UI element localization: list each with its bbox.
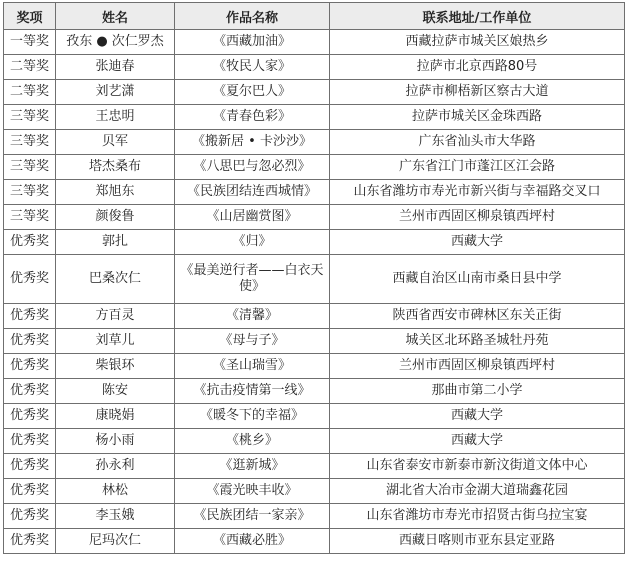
- award-cell: 优秀奖: [4, 230, 56, 255]
- award-cell: 优秀奖: [4, 454, 56, 479]
- award-cell: 二等奖: [4, 80, 56, 105]
- work-title-cell: 《母与子》: [175, 329, 330, 354]
- awards-table: [3, 2, 625, 554]
- work-title-cell: 《八思巴与忽必烈》: [175, 155, 330, 180]
- table-row: [4, 55, 625, 80]
- table-row: [4, 205, 625, 230]
- work-title-cell: 《民族团结一家亲》: [175, 504, 330, 529]
- work-title-cell: 《清馨》: [175, 304, 330, 329]
- table-row: [4, 479, 625, 504]
- award-cell: 三等奖: [4, 180, 56, 205]
- name-cell: 刘艺潇: [56, 80, 175, 105]
- address-cell: 西藏自治区山南市桑日县中学: [330, 255, 625, 304]
- name-cell: 李玉娥: [56, 504, 175, 529]
- address-cell: 湖北省大冶市金湖大道瑞鑫花园: [330, 479, 625, 504]
- award-cell: 优秀奖: [4, 255, 56, 304]
- award-cell: 优秀奖: [4, 479, 56, 504]
- table-row: [4, 354, 625, 379]
- address-cell: 山东省潍坊市寿光市招贤古街乌拉宝宴: [330, 504, 625, 529]
- award-cell: 优秀奖: [4, 329, 56, 354]
- table-row: [4, 529, 625, 554]
- name-cell: 康晓娟: [56, 404, 175, 429]
- name-cell: 林松: [56, 479, 175, 504]
- header-work-title: 作品名称: [175, 3, 330, 30]
- name-cell: 孜东 ● 次仁罗杰: [56, 30, 175, 55]
- award-cell: 优秀奖: [4, 404, 56, 429]
- award-cell: 优秀奖: [4, 379, 56, 404]
- table-row: [4, 304, 625, 329]
- table-row: [4, 180, 625, 205]
- award-cell: 优秀奖: [4, 529, 56, 554]
- work-title-cell: 《山居幽赏图》: [175, 205, 330, 230]
- work-title-cell: 《逛新城》: [175, 454, 330, 479]
- address-cell: 山东省潍坊市寿光市新兴街与幸福路交叉口: [330, 180, 625, 205]
- name-cell: 巴桑次仁: [56, 255, 175, 304]
- name-cell: 王忠明: [56, 105, 175, 130]
- address-cell: 陕西省西安市碑林区东关正街: [330, 304, 625, 329]
- name-cell: 陈安: [56, 379, 175, 404]
- table-row: [4, 105, 625, 130]
- work-title-cell: 《抗击疫情第一线》: [175, 379, 330, 404]
- header-row: [4, 3, 625, 30]
- table-row: [4, 404, 625, 429]
- name-cell: 郭扎: [56, 230, 175, 255]
- work-title-cell: 《青春色彩》: [175, 105, 330, 130]
- work-title-cell: 《最美逆行者——白衣天使》: [175, 255, 330, 304]
- address-cell: 那曲市第二小学: [330, 379, 625, 404]
- work-title-cell: 《民族团结连西城情》: [175, 180, 330, 205]
- name-cell: 杨小雨: [56, 429, 175, 454]
- award-cell: 一等奖: [4, 30, 56, 55]
- name-cell: 塔杰桑布: [56, 155, 175, 180]
- header-address: 联系地址/工作单位: [330, 3, 625, 30]
- table-row: [4, 329, 625, 354]
- work-title-cell: 《搬新居 • 卡沙沙》: [175, 130, 330, 155]
- award-cell: 三等奖: [4, 105, 56, 130]
- work-title-cell: 《西藏加油》: [175, 30, 330, 55]
- table-row: [4, 130, 625, 155]
- address-cell: 西藏大学: [330, 404, 625, 429]
- address-cell: 拉萨市柳梧新区察古大道: [330, 80, 625, 105]
- award-cell: 三等奖: [4, 130, 56, 155]
- table-row: [4, 454, 625, 479]
- table-row: [4, 80, 625, 105]
- address-cell: 拉萨市城关区金珠西路: [330, 105, 625, 130]
- award-cell: 三等奖: [4, 205, 56, 230]
- address-cell: 西藏日喀则市亚东县定亚路: [330, 529, 625, 554]
- work-title-cell: 《归》: [175, 230, 330, 255]
- table-row: [4, 30, 625, 55]
- award-cell: 二等奖: [4, 55, 56, 80]
- work-title-cell: 《西藏必胜》: [175, 529, 330, 554]
- address-cell: 拉萨市北京西路80号: [330, 55, 625, 80]
- address-cell: 西藏大学: [330, 429, 625, 454]
- work-title-cell: 《夏尔巴人》: [175, 80, 330, 105]
- award-cell: 优秀奖: [4, 429, 56, 454]
- name-cell: 张迪春: [56, 55, 175, 80]
- name-cell: 尼玛次仁: [56, 529, 175, 554]
- table-row: [4, 155, 625, 180]
- work-title-cell: 《霞光映丰收》: [175, 479, 330, 504]
- address-cell: 广东省汕头市大华路: [330, 130, 625, 155]
- award-cell: 优秀奖: [4, 504, 56, 529]
- award-cell: 优秀奖: [4, 304, 56, 329]
- header-name: 姓名: [56, 3, 175, 30]
- name-cell: 方百灵: [56, 304, 175, 329]
- work-title-cell: 《暖冬下的幸福》: [175, 404, 330, 429]
- table-row: [4, 255, 625, 304]
- name-cell: 贝军: [56, 130, 175, 155]
- table-row: [4, 504, 625, 529]
- address-cell: 西藏大学: [330, 230, 625, 255]
- address-cell: 兰州市西固区柳泉镇西坪村: [330, 354, 625, 379]
- address-cell: 广东省江门市蓬江区江会路: [330, 155, 625, 180]
- work-title-cell: 《桃乡》: [175, 429, 330, 454]
- table-row: [4, 230, 625, 255]
- table-row: [4, 429, 625, 454]
- name-cell: 郑旭东: [56, 180, 175, 205]
- table-row: [4, 379, 625, 404]
- award-cell: 优秀奖: [4, 354, 56, 379]
- name-cell: 孙永利: [56, 454, 175, 479]
- address-cell: 山东省泰安市新泰市新汶街道文体中心: [330, 454, 625, 479]
- work-title-cell: 《牧民人家》: [175, 55, 330, 80]
- name-cell: 柴银环: [56, 354, 175, 379]
- name-cell: 颜俊鲁: [56, 205, 175, 230]
- address-cell: 兰州市西固区柳泉镇西坪村: [330, 205, 625, 230]
- award-cell: 三等奖: [4, 155, 56, 180]
- work-title-cell: 《圣山瑞雪》: [175, 354, 330, 379]
- address-cell: 城关区北环路圣城牡丹苑: [330, 329, 625, 354]
- address-cell: 西藏拉萨市城关区娘热乡: [330, 30, 625, 55]
- header-award: 奖项: [4, 3, 56, 30]
- name-cell: 刘草儿: [56, 329, 175, 354]
